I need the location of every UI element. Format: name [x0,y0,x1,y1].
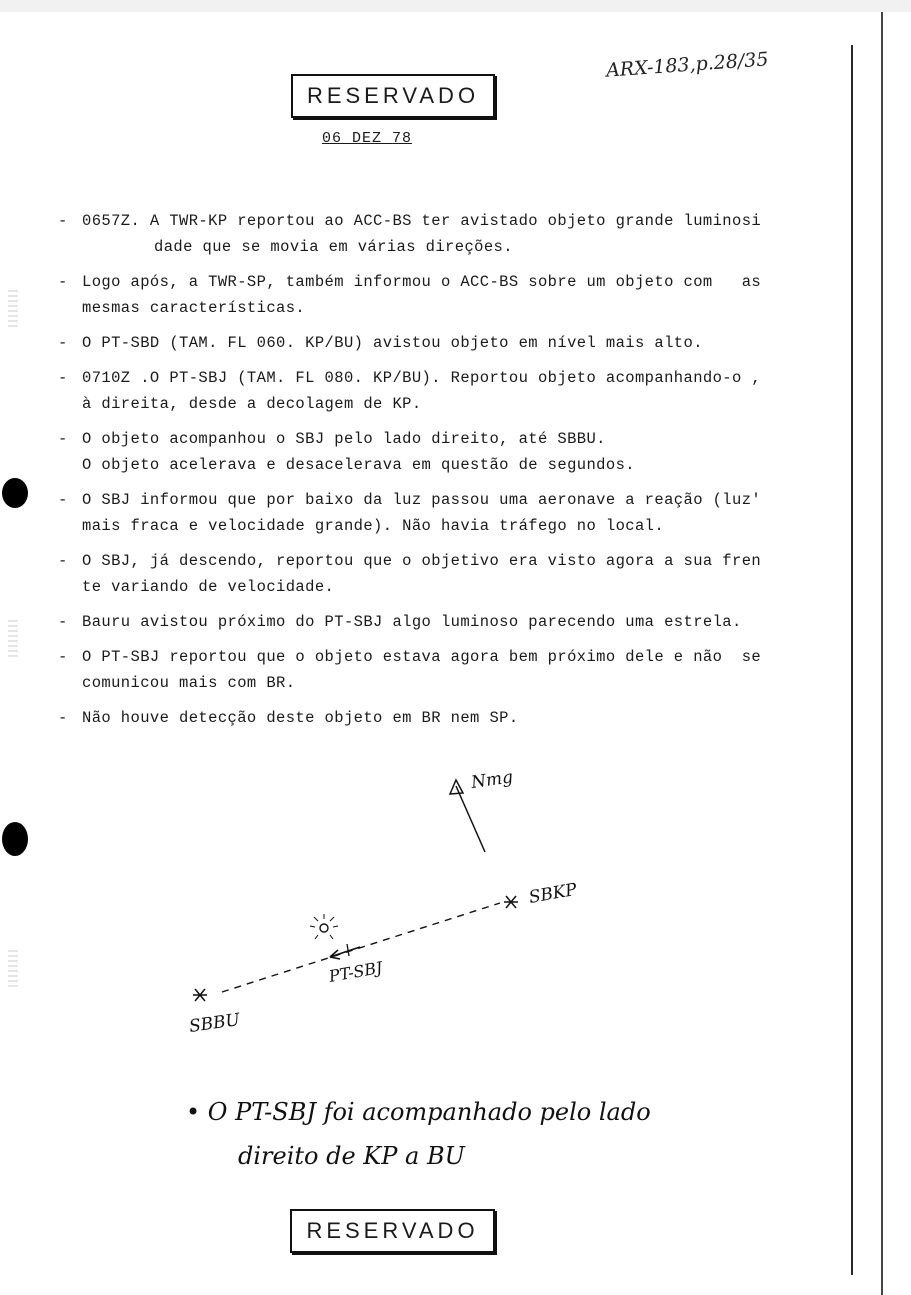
scan-smudge [8,620,18,660]
destination-label: SBBU [187,1010,242,1037]
note-line: • O PT-SBJ foi acompanhado pelo lado [186,1098,651,1126]
handwritten-note [186,1090,651,1178]
aircraft-direction-icon [330,944,360,959]
list-item [58,548,828,600]
item-text: - O SBJ informou que por baixo da luz passou uma aeronave a reação (luz' [82,491,762,509]
item-text: - Logo após, a TWR-SP, também informou o ACC-BS sobre um objeto com as [82,273,762,291]
list-item [58,330,828,356]
list-item [58,208,828,260]
item-text: - 0710Z .O PT-SBJ (TAM. FL 080. KP/BU). Reportou objeto acompanhando-o , [82,369,762,387]
punch-hole-top [2,478,28,508]
origin-label: SBKP [527,879,579,908]
scan-smudge [8,290,18,330]
item-text: - Bauru avistou próximo do PT-SBJ algo luminoso parecendo uma estrela. [82,613,742,631]
punch-hole-bottom [2,822,28,856]
margin-rule [851,45,853,1275]
report-list [58,208,828,740]
classification-stamp-top: RESERVADO [291,74,495,118]
item-text: - O PT-SBD (TAM. FL 060. KP/BU) avistou objeto em nível mais alto. [82,334,703,352]
list-item [58,705,828,731]
item-text: - O objeto acompanhou o SBJ pelo lado direito, até SBBU. [82,430,606,448]
scan-edge [0,0,911,12]
sbbu-marker-icon [193,989,207,1001]
item-text: - Não houve detecção deste objeto em BR nem SP. [82,709,519,727]
list-item [58,644,828,696]
page-edge-rule [881,12,883,1295]
item-text: - O PT-SBJ reportou que o objeto estava agora bem próximo dele e não se [82,648,762,666]
item-text: mesmas características. [82,299,306,317]
item-text: à direita, desde a decolagem de KP. [82,395,422,413]
list-item [58,487,828,539]
aircraft-label: PT-SBJ [327,957,384,986]
north-label: Nmg [469,767,515,793]
item-text: - O SBJ, já descendo, reportou que o objetivo era visto agora a sua fren [82,552,762,570]
item-text: O objeto acelerava e desacelerava em questão de segundos. [82,456,635,474]
item-text: comunicou mais com BR. [82,674,296,692]
item-text: te variando de velocidade. [82,578,335,596]
document-date: 06 DEZ 78 [322,130,413,147]
item-text: mais fraca e velocidade grande). Não havia tráfego no local. [82,517,665,535]
scan-smudge [8,950,18,990]
list-item [58,365,828,417]
flight-sketch [180,760,620,1050]
archive-reference: ARX-183,p.28/35 [605,48,770,82]
item-text: - 0657Z. A TWR-KP reportou ao ACC-BS ter avistado objeto grande luminosi [82,212,762,230]
classification-stamp-bottom: RESERVADO [290,1209,495,1253]
luminous-object-icon [310,914,338,939]
item-text: dade que se movia em várias direções. [154,238,513,256]
sbkp-marker-icon [504,896,518,908]
list-item [58,609,828,635]
note-line: direito de KP a BU [238,1142,465,1170]
list-item [58,269,828,321]
list-item [58,426,828,478]
